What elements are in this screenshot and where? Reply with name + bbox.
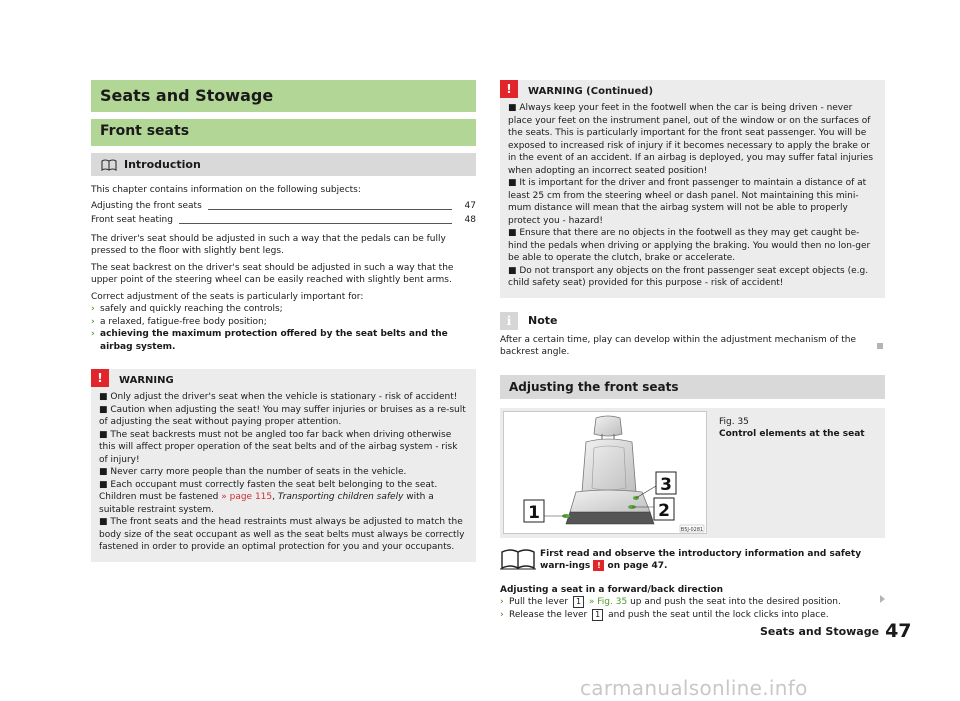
lever-label: 1: [573, 596, 584, 608]
warning-body: [91, 391, 476, 562]
warning-icon: !: [593, 560, 604, 571]
lever-label: 1: [592, 609, 603, 621]
toc-page: 47: [464, 201, 476, 211]
note-text: After a certain time, play can develop within the adjustment mechanism of the backrest angle.: [500, 334, 856, 357]
warning-item: ■ Never carry more people than the number of seats in the vehicle.: [99, 467, 407, 477]
book-icon: [500, 548, 536, 574]
warning-item: ■ It is important for the driver and front passenger to maintain a distance of at least 25 cm from the steering wheel or dash panel. Not maintaining this mini-mum distance will mean that the airbag system will not be able to properly protect you - hazard!: [508, 178, 867, 226]
continue-arrow-icon: [880, 595, 885, 603]
bullet-list: [91, 303, 476, 353]
chevron-right-icon: ›: [91, 329, 95, 339]
step-item: › Pull the lever 1 » Fig. 35 up and push the seat into the desired position.: [500, 597, 841, 607]
toc-label: Front seat heating: [91, 215, 173, 225]
chevron-right-icon: ›: [500, 609, 504, 620]
warning-header: [500, 80, 885, 102]
note-title: Note: [528, 314, 558, 327]
warning-item: ■ Ensure that there are no objects in the footwell as they may get caught be-hind the pedals when driving or applying the braking. You would then no lon-ger be able to operate the clutch, brake or accelerate.: [508, 228, 871, 263]
callout-3: 3: [660, 474, 672, 495]
page-footer: [760, 620, 912, 642]
toc-label: Adjusting the front seats: [91, 201, 202, 211]
warning-item: ■ Only adjust the driver's seat when the vehicle is stationary - risk of accident!: [99, 392, 458, 402]
warning-header: [91, 369, 476, 391]
warning-item: ■ Always keep your feet in the footwell when the car is being driven - never place your feet on the instrument panel, out of the window or on the surfaces of the seats. This is particularly important for the front seat passenger. You will be exposed to increased risk of injury if it becomes necessary to apply the brake or in the event of an accident. If an airbag is deployed, you may suffer fatal injuries when adopting an incorrect seated position!: [508, 103, 874, 176]
end-mark: [877, 343, 883, 349]
warning-title: WARNING: [119, 374, 174, 386]
warning-item: ■ Caution when adjusting the seat! You may suffer injuries or bruises as a re-sult of adjusting the seat without paying proper attention.: [99, 404, 466, 427]
introduction-heading: [91, 153, 476, 176]
chevron-right-icon: ›: [91, 304, 95, 314]
toc-item[interactable]: [91, 214, 476, 227]
toc-leader: [208, 209, 452, 210]
footer-section: Seats and Stowage: [760, 624, 880, 638]
figure-link[interactable]: » Fig. 35: [588, 597, 628, 607]
toc-leader: [179, 223, 452, 224]
paragraph: The seat backrest on the driver's seat should be adjusted in such a way that the upper point of the steering wheel can be easily reached with slightly bent arms.: [91, 262, 454, 285]
first-read-block: [500, 548, 885, 574]
warning-item: ■ The seat backrests must not be angled too far back when driving otherwise this will affect proper operation of the seat belts and of the airbag system - risk of injury!: [99, 429, 458, 465]
callout-1: 1: [528, 502, 540, 523]
figure-caption-text: Control elements at the seat: [719, 428, 865, 439]
note-header: [500, 310, 885, 332]
toc-list: [91, 200, 476, 227]
warning-icon: !: [91, 369, 109, 387]
warning-icon: !: [500, 80, 518, 98]
chevron-right-icon: ›: [91, 316, 95, 327]
bullet-item: › a relaxed, fatigue-free body position;: [91, 316, 267, 327]
warning-title: WARNING (Continued): [528, 85, 654, 97]
left-column: [91, 80, 476, 562]
info-icon: i: [500, 312, 518, 330]
right-column: [500, 80, 885, 621]
section-title-adjusting: Adjusting the front seats: [500, 375, 885, 399]
callout-2: 2: [658, 500, 670, 521]
sub-heading: Adjusting a seat in a forward/back direction: [500, 584, 724, 595]
book-icon: [101, 159, 117, 171]
watermark: carmanualsonline.info: [580, 676, 808, 700]
link-title: Transporting children safely: [277, 492, 404, 502]
warning-item: ■ Do not transport any objects on the front passenger seat except objects (e.g. child safety seat) provided for this purpose - risk of accident!: [508, 265, 869, 288]
warning-body: [500, 102, 885, 298]
bullet-item: › achieving the maximum protection offered by the seat belts and the airbag system.: [91, 329, 448, 352]
page-number: 47: [885, 620, 912, 642]
step-item: › Release the lever 1 and push the seat until the lock clicks into place.: [500, 609, 829, 620]
introduction-title: Introduction: [124, 158, 201, 171]
figure: [500, 408, 885, 538]
chapter-title: Seats and Stowage: [91, 80, 476, 112]
paragraph: Correct adjustment of the seats is particularly important for:: [91, 291, 364, 302]
warning-item: ■ Each occupant must correctly fasten the seat belt belonging to the seat. Children must be fastened » page 115, Transporting children safely with a suitable restraint system.: [99, 479, 438, 515]
toc-page: 48: [464, 215, 476, 225]
warning-box: [91, 369, 476, 562]
toc-item[interactable]: [91, 200, 476, 213]
chevron-right-icon: ›: [500, 597, 504, 607]
bullet-item: › safely and quickly reaching the controls;: [91, 304, 283, 314]
section-title-front-seats: Front seats: [91, 119, 476, 146]
page-link[interactable]: » page 115: [221, 492, 273, 502]
warning-item: ■ The front seats and the head restraints must always be adjusted to match the body size of the seat occupant as well as the seat belts must always be correctly fastened in order to provide an optimal protection for you and your occupants.: [99, 517, 465, 552]
warning-continued-box: [500, 80, 885, 298]
figure-label: Fig. 35: [719, 416, 749, 427]
figure-code: B5J-0281: [680, 526, 704, 533]
first-read-text: First read and observe the introductory information and safety warn-ings ! on page 47.: [540, 548, 862, 571]
intro-text: This chapter contains information on the following subjects:: [91, 185, 361, 195]
paragraph: The driver's seat should be adjusted in such a way that the pedals can be fully pressed to the floor with slightly bent legs.: [91, 233, 446, 256]
seat-illustration: [503, 411, 707, 534]
figure-caption: [719, 416, 865, 440]
